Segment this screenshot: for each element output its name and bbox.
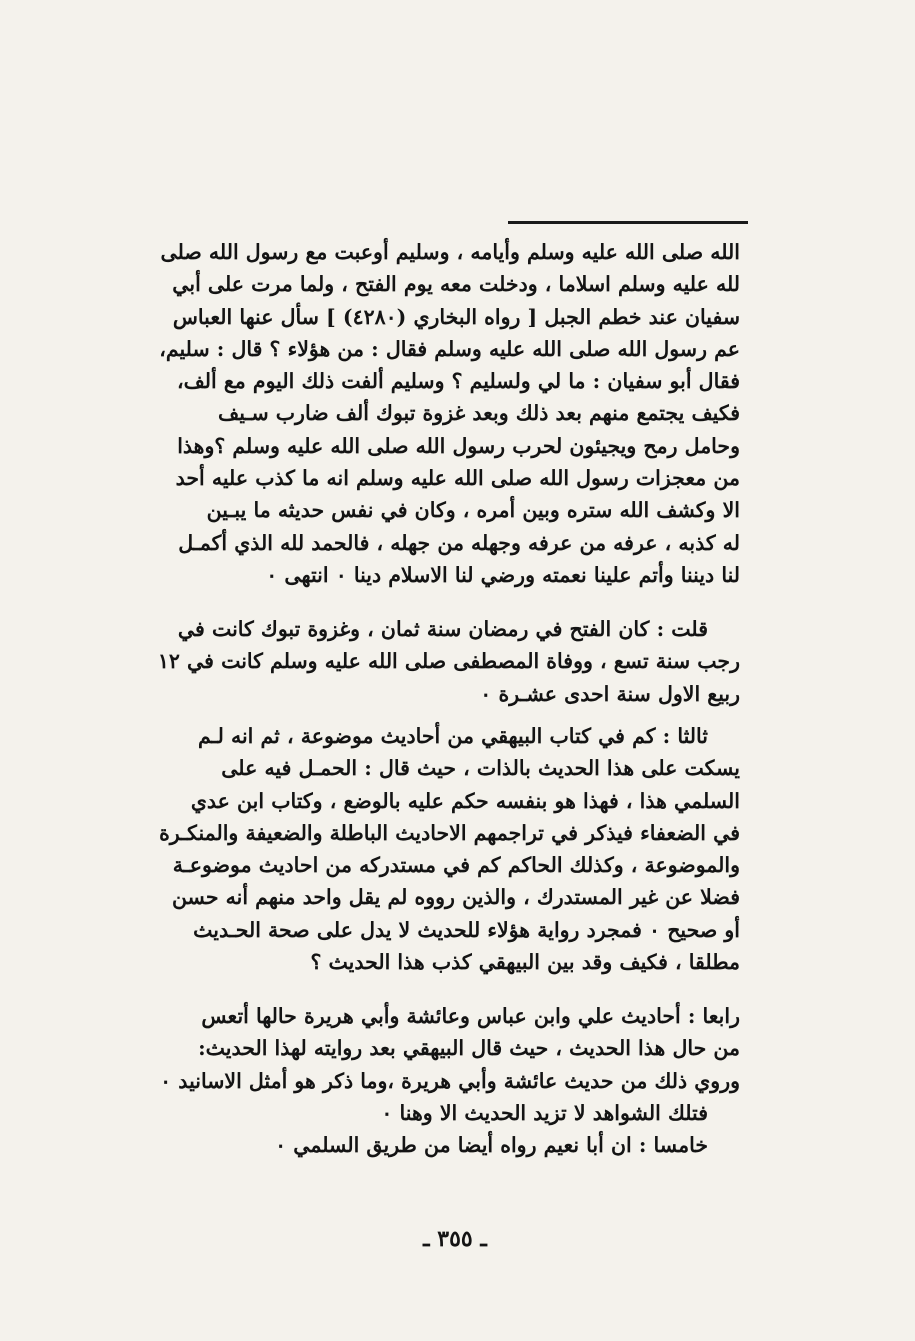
paragraph-fourth-fifth [100, 1000, 740, 1161]
text-line: الله صلى الله عليه وسلم وأيامه ، وسليم أوعبت مع رسول الله صلى [160, 240, 740, 264]
paragraph-note [100, 613, 740, 710]
text-line: من معجزات رسول الله صلى الله عليه وسلم انه ما كذب عليه أحد [175, 466, 740, 491]
text-line: في الضعفاء فيذكر في تراجمهم الاحاديث الباطلة والضعيفة والمنكـرة [159, 820, 740, 845]
text-line: وحامل رمح ويجيئون لحرب رسول الله صلى الله عليه وسلم ؟وهذا [177, 433, 740, 458]
footnote-separator-rule [508, 221, 748, 224]
text-line: فضلا عن غير المستدرك ، والذين رووه لم يقل واحد منهم أنه حسن [171, 885, 740, 910]
text-line: ثالثا : كم في كتاب البيهقي من أحاديث موضوعة ، ثم انه لـم [197, 724, 708, 748]
text-line: لله عليه وسلم اسلاما ، ودخلت معه يوم الفتح ، ولما مرت على أبي [172, 272, 740, 297]
text-line: فتلك الشواهد لا تزيد الحديث الا وهنا ٠ [381, 1100, 708, 1125]
text-line: مطلقا ، فكيف وقد بين البيهقي كذب هذا الحديث ؟ [310, 950, 740, 975]
text-line: من حال هذا الحديث ، حيث قال البيهقي بعد روايته لهذا الحديث: [198, 1036, 740, 1061]
paragraph-third [100, 720, 740, 978]
text-line: فقال أبو سفيان : ما لي ولسليم ؟ وسليم ألفت ذلك اليوم مع ألف، [176, 369, 740, 394]
text-line: سفيان عند خطم الجبل [ رواه البخاري (٤٢٨٠) ] سأل عنها العباس [172, 304, 740, 329]
text-line: عم رسول الله صلى الله عليه وسلم فقال : من هؤلاء ؟ قال : سليم، [159, 336, 740, 361]
text-line: لنا ديننا وأتم علينا نعمته ورضي لنا الاسلام دينا ٠ انتهى ٠ [266, 562, 740, 587]
text-line: يسكت على هذا الحديث بالذات ، حيث قال : الحمـل فيه على [221, 756, 740, 781]
text-line: وروي ذلك من حديث عائشة وأبي هريرة ،وما ذكر هو أمثل الاسانيد ٠ [160, 1068, 740, 1093]
page-number: ـ ٣٥٥ ـ [423, 1226, 487, 1252]
text-line: له كذبه ، عرفه من عرفه وجهله من جهله ، فالحمد لله الذي أكمـل [178, 530, 740, 555]
text-line: فكيف يجتمع منهم بعد ذلك وبعد غزوة تبوك ألف ضارب سـيف [218, 401, 740, 426]
text-line: خامسا : ان أبا نعيم رواه أيضا من طريق السلمي ٠ [275, 1133, 708, 1158]
paragraph-continuation [100, 236, 740, 591]
text-line: رجب سنة تسع ، ووفاة المصطفى صلى الله عليه وسلم كانت في ١٢ [157, 649, 740, 674]
text-line: أو صحيح ٠ فمجرد رواية هؤلاء للحديث لا يدل على صحة الحـديث [193, 917, 740, 942]
text-line: والموضوعة ، وكذلك الحاكم كم في مستدركه من احاديث موضوعـة [172, 853, 740, 878]
text-line: ربيع الاول سنة احدى عشـرة ٠ [480, 681, 740, 706]
text-line: رابعا : أحاديث علي وابن عباس وعائشة وأبي هريرة حالها أتعس [201, 1004, 740, 1028]
text-line: قلت : كان الفتح في رمضان سنة ثمان ، وغزوة تبوك كانت في [177, 617, 708, 641]
text-line: الا وكشف الله ستره وبين أمره ، وكان في نفس حديثه ما يبـين [206, 498, 740, 523]
text-line: السلمي هذا ، فهذا هو بنفسه حكم عليه بالوضع ، وكتاب ابن عدي [190, 788, 740, 813]
